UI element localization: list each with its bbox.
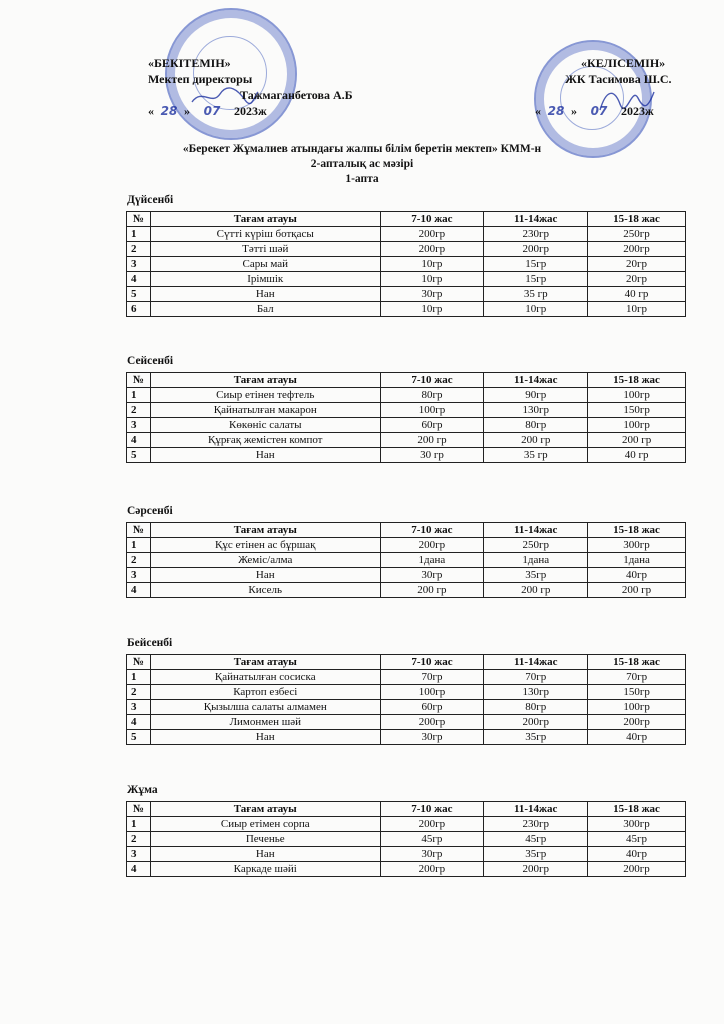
dish-name: Сүтті күріш ботқасы bbox=[150, 227, 380, 242]
table-header-row bbox=[127, 212, 686, 227]
row-number: 1 bbox=[127, 388, 151, 403]
column-header: Тағам атауы bbox=[150, 802, 380, 817]
column-header: Тағам атауы bbox=[150, 373, 380, 388]
portion-cell: 80гр bbox=[484, 700, 588, 715]
table-row bbox=[127, 817, 686, 832]
row-number: 2 bbox=[127, 553, 151, 568]
column-header: 11-14жас bbox=[484, 655, 588, 670]
portion-cell: 30гр bbox=[380, 287, 484, 302]
table-row bbox=[127, 715, 686, 730]
row-number: 1 bbox=[127, 670, 151, 685]
column-header: 11-14жас bbox=[484, 212, 588, 227]
dish-name: Кисель bbox=[150, 583, 380, 598]
dish-name: Нан bbox=[150, 568, 380, 583]
date-month: 07 bbox=[590, 104, 608, 118]
row-number: 4 bbox=[127, 715, 151, 730]
portion-cell: 200 гр bbox=[588, 583, 686, 598]
dish-name: Құрғақ жемістен компот bbox=[150, 433, 380, 448]
dish-name: Нан bbox=[150, 847, 380, 862]
table-row bbox=[127, 583, 686, 598]
director-name: Тажмаганбетова А.Б bbox=[240, 88, 353, 102]
portion-cell: 200гр bbox=[484, 862, 588, 877]
day-label-wednesday: Сәрсенбі bbox=[127, 505, 173, 517]
dish-name: Сары май bbox=[150, 257, 380, 272]
portion-cell: 70гр bbox=[484, 670, 588, 685]
portion-cell: 45гр bbox=[380, 832, 484, 847]
row-number: 1 bbox=[127, 227, 151, 242]
portion-cell: 90гр bbox=[484, 388, 588, 403]
portion-cell: 40 гр bbox=[588, 287, 686, 302]
portion-cell: 100гр bbox=[588, 388, 686, 403]
portion-cell: 100гр bbox=[588, 418, 686, 433]
dish-name: Лимонмен шәй bbox=[150, 715, 380, 730]
row-number: 5 bbox=[127, 730, 151, 745]
portion-cell: 200гр bbox=[380, 242, 484, 257]
portion-cell: 80гр bbox=[484, 418, 588, 433]
portion-cell: 300гр bbox=[588, 817, 686, 832]
dish-name: Нан bbox=[150, 287, 380, 302]
dish-name: Құс етінен ас бұршақ bbox=[150, 538, 380, 553]
date-year: 2023ж bbox=[234, 104, 267, 118]
portion-cell: 200 гр bbox=[588, 433, 686, 448]
table-header-row bbox=[127, 373, 686, 388]
portion-cell: 60гр bbox=[380, 418, 484, 433]
menu-title: 2-апталық ас мәзірі bbox=[310, 158, 414, 170]
row-number: 2 bbox=[127, 832, 151, 847]
portion-cell: 200 гр bbox=[484, 433, 588, 448]
approve-left-date bbox=[148, 104, 298, 118]
column-header: № bbox=[127, 802, 151, 817]
portion-cell: 70гр bbox=[380, 670, 484, 685]
table-row bbox=[127, 433, 686, 448]
dish-name: Қызылша салаты алмамен bbox=[150, 700, 380, 715]
table-row bbox=[127, 670, 686, 685]
portion-cell: 40гр bbox=[588, 847, 686, 862]
column-header: 11-14жас bbox=[484, 523, 588, 538]
table-row bbox=[127, 448, 686, 463]
portion-cell: 30гр bbox=[380, 847, 484, 862]
portion-cell: 45гр bbox=[588, 832, 686, 847]
portion-cell: 10гр bbox=[380, 272, 484, 287]
portion-cell: 200гр bbox=[380, 538, 484, 553]
day-label-thursday: Бейсенбі bbox=[127, 637, 173, 649]
portion-cell: 200 гр bbox=[380, 433, 484, 448]
table-row bbox=[127, 568, 686, 583]
portion-cell: 1дана bbox=[588, 553, 686, 568]
column-header: 15-18 жас bbox=[588, 802, 686, 817]
portion-cell: 200гр bbox=[588, 242, 686, 257]
portion-cell: 200гр bbox=[484, 242, 588, 257]
menu-table-thursday bbox=[126, 654, 686, 745]
portion-cell: 250гр bbox=[484, 538, 588, 553]
portion-cell: 20гр bbox=[588, 257, 686, 272]
column-header: 11-14жас bbox=[484, 802, 588, 817]
portion-cell: 200 гр bbox=[380, 583, 484, 598]
deputy-role: ЖК Тасимова Ш.С. bbox=[565, 72, 672, 86]
table-header-row bbox=[127, 655, 686, 670]
portion-cell: 30 гр bbox=[380, 448, 484, 463]
portion-cell: 40гр bbox=[588, 730, 686, 745]
column-header: № bbox=[127, 655, 151, 670]
table-row bbox=[127, 832, 686, 847]
table-header-row bbox=[127, 802, 686, 817]
date-year: 2023ж bbox=[621, 104, 654, 118]
dish-name: Көкөніс салаты bbox=[150, 418, 380, 433]
day-label-friday: Жұма bbox=[127, 784, 158, 796]
portion-cell: 100гр bbox=[380, 685, 484, 700]
portion-cell: 130гр bbox=[484, 403, 588, 418]
column-header: № bbox=[127, 212, 151, 227]
table-row bbox=[127, 287, 686, 302]
director-role: Мектеп директоры bbox=[148, 72, 253, 86]
portion-cell: 45гр bbox=[484, 832, 588, 847]
portion-cell: 200гр bbox=[380, 227, 484, 242]
table-row bbox=[127, 862, 686, 877]
row-number: 3 bbox=[127, 700, 151, 715]
row-number: 4 bbox=[127, 272, 151, 287]
table-row bbox=[127, 272, 686, 287]
portion-cell: 70гр bbox=[588, 670, 686, 685]
portion-cell: 40 гр bbox=[588, 448, 686, 463]
dish-name: Печенье bbox=[150, 832, 380, 847]
portion-cell: 150гр bbox=[588, 403, 686, 418]
table-row bbox=[127, 730, 686, 745]
column-header: Тағам атауы bbox=[150, 523, 380, 538]
portion-cell: 10гр bbox=[380, 302, 484, 317]
table-row bbox=[127, 418, 686, 433]
table-row bbox=[127, 403, 686, 418]
portion-cell: 100гр bbox=[380, 403, 484, 418]
dish-name: Қайнатылған макарон bbox=[150, 403, 380, 418]
table-row bbox=[127, 538, 686, 553]
column-header: 15-18 жас bbox=[588, 523, 686, 538]
menu-table-monday bbox=[126, 211, 686, 317]
portion-cell: 10гр bbox=[588, 302, 686, 317]
menu-table-friday bbox=[126, 801, 686, 877]
column-header: 7-10 жас bbox=[380, 802, 484, 817]
row-number: 6 bbox=[127, 302, 151, 317]
school-title: «Берекет Жұмалиев атындағы жалпы білім беретін мектеп» КММ-н bbox=[182, 143, 542, 155]
dish-name: Қайнатылған сосиска bbox=[150, 670, 380, 685]
portion-cell: 80гр bbox=[380, 388, 484, 403]
portion-cell: 230гр bbox=[484, 227, 588, 242]
column-header: 15-18 жас bbox=[588, 373, 686, 388]
column-header: 7-10 жас bbox=[380, 523, 484, 538]
portion-cell: 1дана bbox=[380, 553, 484, 568]
portion-cell: 15гр bbox=[484, 257, 588, 272]
column-header: 11-14жас bbox=[484, 373, 588, 388]
date-month: 07 bbox=[203, 104, 221, 118]
row-number: 3 bbox=[127, 257, 151, 272]
row-number: 3 bbox=[127, 568, 151, 583]
approve-left-label: «БЕКІТЕМІН» bbox=[148, 56, 231, 70]
dish-name: Нан bbox=[150, 448, 380, 463]
column-header: 15-18 жас bbox=[588, 212, 686, 227]
date-close-quote: » bbox=[184, 104, 190, 118]
menu-table-wednesday bbox=[126, 522, 686, 598]
portion-cell: 200гр bbox=[380, 817, 484, 832]
portion-cell: 100гр bbox=[588, 700, 686, 715]
row-number: 3 bbox=[127, 847, 151, 862]
column-header: 7-10 жас bbox=[380, 655, 484, 670]
portion-cell: 150гр bbox=[588, 685, 686, 700]
portion-cell: 20гр bbox=[588, 272, 686, 287]
dish-name: Жеміс/алма bbox=[150, 553, 380, 568]
row-number: 4 bbox=[127, 583, 151, 598]
row-number: 1 bbox=[127, 538, 151, 553]
portion-cell: 10гр bbox=[484, 302, 588, 317]
portion-cell: 130гр bbox=[484, 685, 588, 700]
row-number: 2 bbox=[127, 685, 151, 700]
portion-cell: 35гр bbox=[484, 847, 588, 862]
day-label-tuesday: Сейсенбі bbox=[127, 355, 174, 367]
portion-cell: 30гр bbox=[380, 568, 484, 583]
row-number: 3 bbox=[127, 418, 151, 433]
table-row bbox=[127, 700, 686, 715]
portion-cell: 35гр bbox=[484, 730, 588, 745]
dish-name: Картоп езбесі bbox=[150, 685, 380, 700]
portion-cell: 35 гр bbox=[484, 448, 588, 463]
dish-name: Нан bbox=[150, 730, 380, 745]
table-header-row bbox=[127, 523, 686, 538]
portion-cell: 1дана bbox=[484, 553, 588, 568]
date-day: 28 bbox=[547, 104, 565, 118]
table-row bbox=[127, 227, 686, 242]
table-row bbox=[127, 242, 686, 257]
table-row bbox=[127, 302, 686, 317]
portion-cell: 200гр bbox=[588, 862, 686, 877]
portion-cell: 230гр bbox=[484, 817, 588, 832]
portion-cell: 30гр bbox=[380, 730, 484, 745]
table-row bbox=[127, 553, 686, 568]
portion-cell: 200гр bbox=[380, 715, 484, 730]
dish-name: Тәтті шәй bbox=[150, 242, 380, 257]
date-open-quote: « bbox=[535, 104, 541, 118]
row-number: 5 bbox=[127, 448, 151, 463]
menu-table-tuesday bbox=[126, 372, 686, 463]
date-open-quote: « bbox=[148, 104, 154, 118]
column-header: 15-18 жас bbox=[588, 655, 686, 670]
dish-name: Бал bbox=[150, 302, 380, 317]
row-number: 2 bbox=[127, 403, 151, 418]
dish-name: Каркаде шәйі bbox=[150, 862, 380, 877]
table-row bbox=[127, 685, 686, 700]
portion-cell: 40гр bbox=[588, 568, 686, 583]
table-row bbox=[127, 388, 686, 403]
column-header: 7-10 жас bbox=[380, 212, 484, 227]
column-header: 7-10 жас bbox=[380, 373, 484, 388]
portion-cell: 10гр bbox=[380, 257, 484, 272]
column-header: Тағам атауы bbox=[150, 212, 380, 227]
row-number: 4 bbox=[127, 433, 151, 448]
portion-cell: 35 гр bbox=[484, 287, 588, 302]
column-header: № bbox=[127, 523, 151, 538]
date-day: 28 bbox=[160, 104, 178, 118]
portion-cell: 200 гр bbox=[484, 583, 588, 598]
portion-cell: 15гр bbox=[484, 272, 588, 287]
day-label-monday: Дүйсенбі bbox=[127, 194, 174, 206]
dish-name: Сиыр етімен сорпа bbox=[150, 817, 380, 832]
table-row bbox=[127, 257, 686, 272]
column-header: Тағам атауы bbox=[150, 655, 380, 670]
portion-cell: 200гр bbox=[484, 715, 588, 730]
date-close-quote: » bbox=[571, 104, 577, 118]
dish-name: Сиыр етінен тефтель bbox=[150, 388, 380, 403]
row-number: 4 bbox=[127, 862, 151, 877]
approve-right-label: «КЕЛІСЕМІН» bbox=[581, 56, 666, 70]
portion-cell: 300гр bbox=[588, 538, 686, 553]
row-number: 5 bbox=[127, 287, 151, 302]
portion-cell: 200гр bbox=[588, 715, 686, 730]
portion-cell: 200гр bbox=[380, 862, 484, 877]
dish-name: Ірімшік bbox=[150, 272, 380, 287]
week-title: 1-апта bbox=[345, 173, 379, 185]
row-number: 2 bbox=[127, 242, 151, 257]
table-row bbox=[127, 847, 686, 862]
portion-cell: 60гр bbox=[380, 700, 484, 715]
column-header: № bbox=[127, 373, 151, 388]
row-number: 1 bbox=[127, 817, 151, 832]
portion-cell: 250гр bbox=[588, 227, 686, 242]
portion-cell: 35гр bbox=[484, 568, 588, 583]
approve-right-date bbox=[535, 104, 685, 118]
